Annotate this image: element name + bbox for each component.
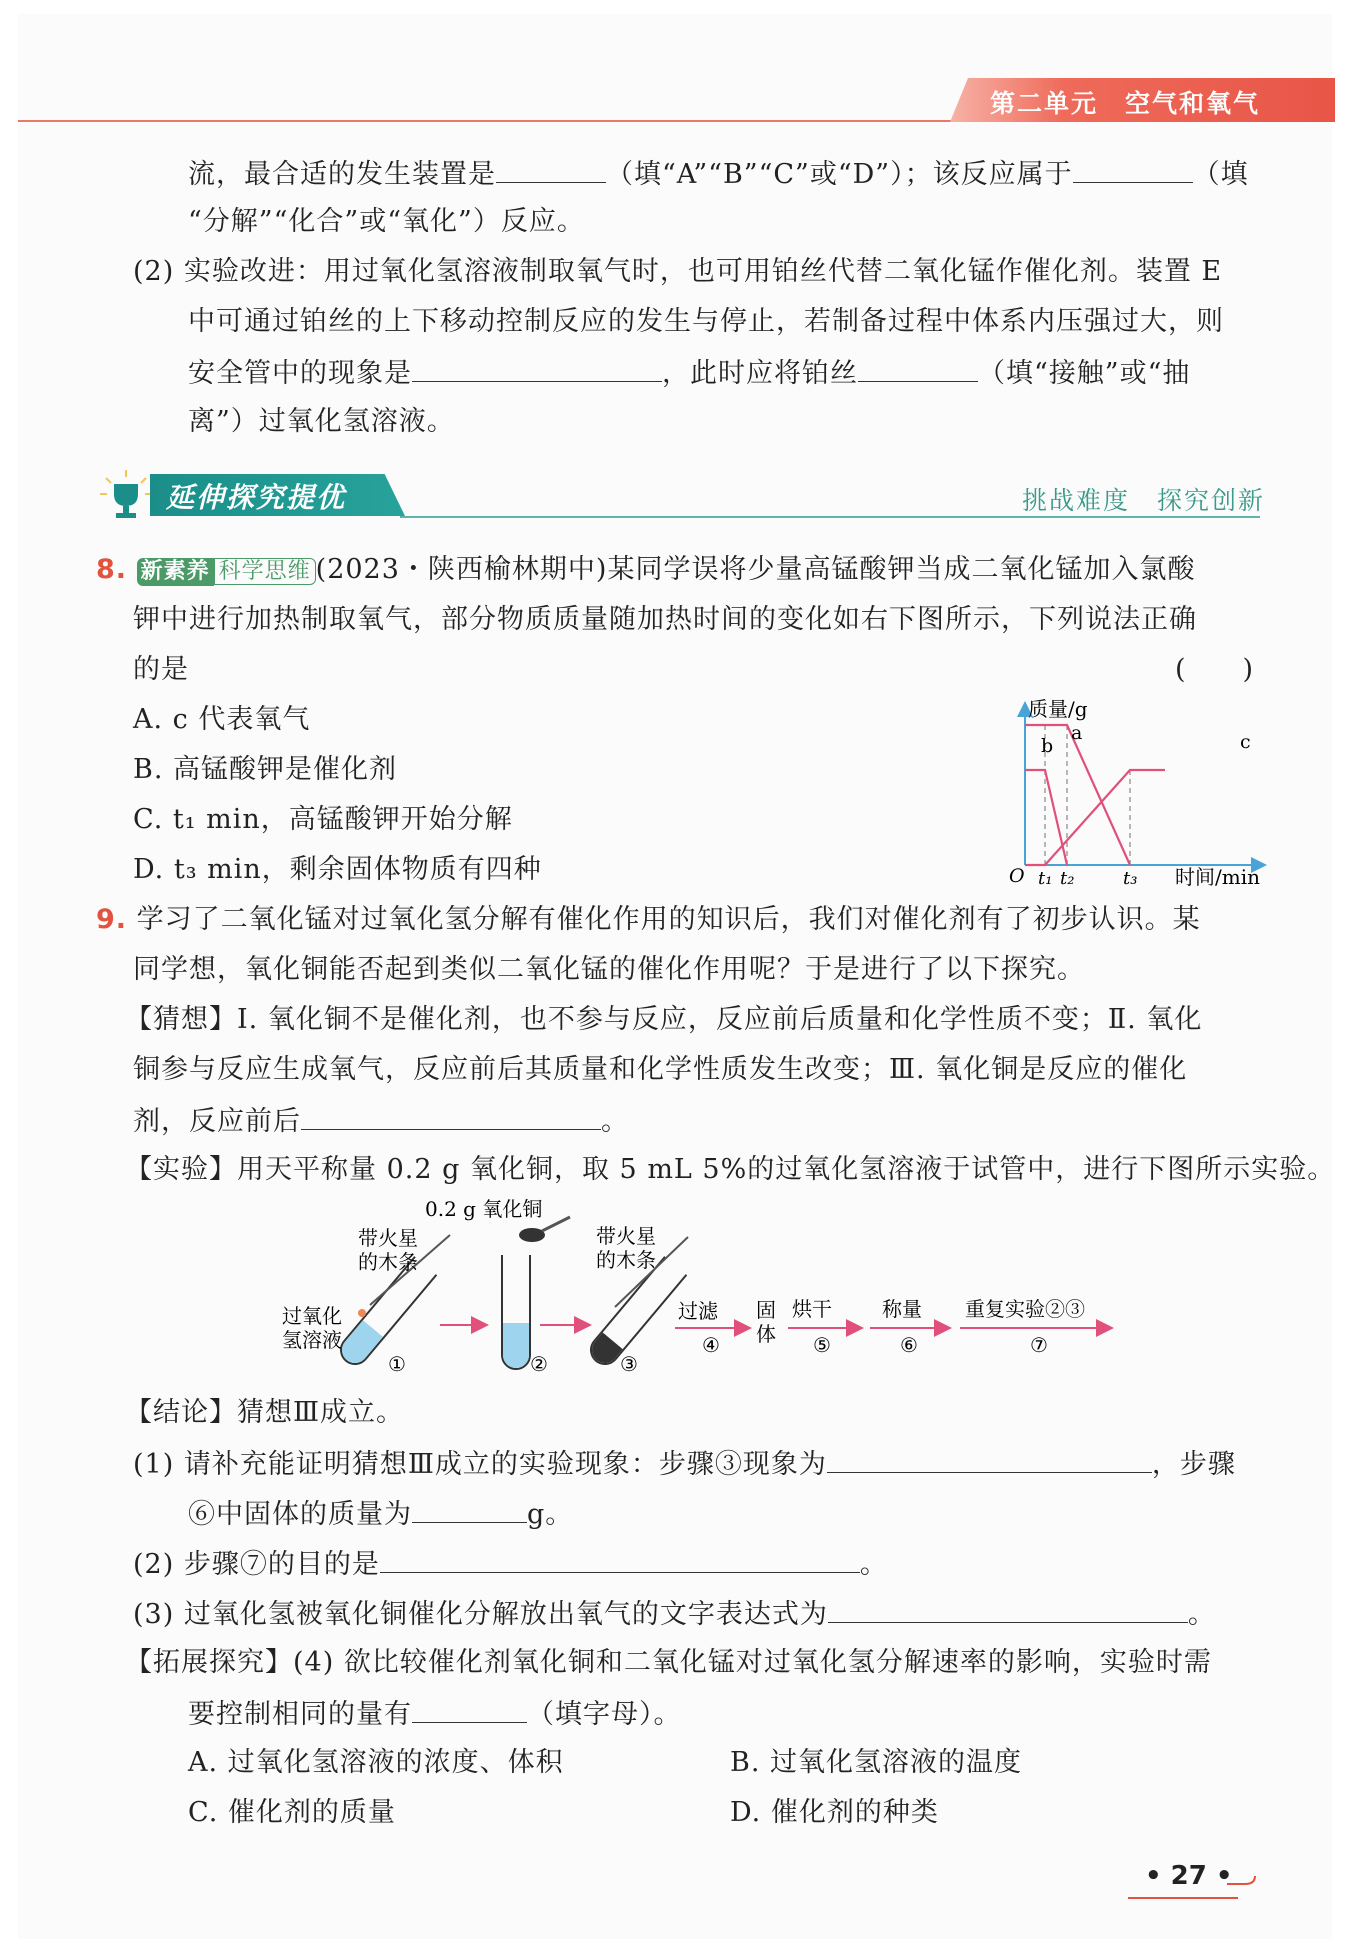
answer-blank[interactable] <box>412 1496 527 1523</box>
step-3: ③ <box>620 1352 638 1376</box>
series-label-c: c <box>1240 731 1251 753</box>
q7-line-4: 中可通过铂丝的上下移动控制反应的发生与停止，若制备过程中体系内压强过大，则 <box>188 306 1224 337</box>
answer-blank[interactable] <box>380 1546 860 1573</box>
solid-label-2: 体 <box>756 1322 776 1346</box>
test-tube-2 <box>502 1255 530 1369</box>
q7-text: 安全管中的现象是 <box>188 358 412 389</box>
x-tick-label: t₁ <box>1038 868 1053 889</box>
q9-text: ，步骤 <box>1151 1449 1236 1480</box>
q8-line-3: 的是 <box>133 654 189 685</box>
q8-line-1 <box>96 553 1195 587</box>
origin-label: O <box>1009 865 1025 887</box>
q9-text: 要控制相同的量有 <box>188 1699 412 1730</box>
step-4: ④ <box>702 1333 720 1357</box>
solid-label-1: 固 <box>756 1298 776 1322</box>
splint-label-2a: 带火星 <box>596 1224 656 1248</box>
q9-option-b[interactable]: B. 过氧化氢溶液的温度 <box>730 1747 1023 1778</box>
q7-line-1 <box>188 156 1249 192</box>
q9-option-c[interactable]: C. 催化剂的质量 <box>188 1797 396 1828</box>
q7-text: ，此时应将铂丝 <box>662 358 858 389</box>
x-axis-label: 时间/min <box>1175 865 1260 889</box>
q9-text: ⑥中固体的质量为 <box>188 1499 412 1530</box>
step-2: ② <box>530 1352 548 1376</box>
q7-line-5 <box>188 355 1190 391</box>
badge-science-thinking: 科学思维 <box>214 558 316 585</box>
q9-text: 。 <box>859 1549 888 1580</box>
weigh-label: 称量 <box>882 1297 922 1321</box>
repeat-label: 重复实验②③ <box>965 1297 1085 1321</box>
answer-blank[interactable] <box>412 355 662 382</box>
q9-guess-1: 【猜想】Ⅰ. 氧化铜不是催化剂，也不参与反应，反应前后质量和化学性质不变；Ⅱ. 氧化 <box>125 1004 1203 1035</box>
q7-text: 流，最合适的发生装置是 <box>188 159 496 190</box>
q8-line-2: 钾中进行加热制取氧气，部分物质质量随加热时间的变化如右下图所示，下列说法正确 <box>133 604 1197 635</box>
q9-conclusion: 【结论】猜想Ⅲ成立。 <box>125 1397 405 1428</box>
series-label-b: b <box>1041 735 1054 757</box>
x-tick-label: t₂ <box>1060 868 1075 889</box>
q9-option-d[interactable]: D. 催化剂的种类 <box>730 1797 939 1828</box>
q7-line-2: “分解”“化合”或“氧化”）反应。 <box>188 206 585 237</box>
page-number: • 27 • <box>1145 1861 1233 1891</box>
step-1: ① <box>388 1352 406 1376</box>
spark-icon <box>358 1309 366 1317</box>
cuo-label: 0.2 g 氧化铜 <box>425 1197 543 1221</box>
q9-text: (2) 步骤⑦的目的是 <box>133 1549 380 1580</box>
answer-blank[interactable] <box>412 1696 527 1723</box>
q9-sub-3 <box>133 1596 1216 1632</box>
q7-text: （填“A”“B”“C”或“D”）；该反应属于 <box>606 159 1073 190</box>
q7-text: （填“接触”或“抽 <box>978 358 1191 389</box>
q9-guess-2: 铜参与反应生成氧气，反应前后其质量和化学性质发生改变；Ⅲ. 氧化铜是反应的催化 <box>133 1054 1188 1085</box>
q9-sub-1b <box>188 1496 573 1532</box>
q8-option-c[interactable]: C. t₁ min，高锰酸钾开始分解 <box>133 804 513 835</box>
q8-text: (2023・陕西榆林期中)某同学误将少量高锰酸钾当成二氧化锰加入氯酸 <box>315 554 1196 585</box>
dry-label: 烘干 <box>792 1297 832 1321</box>
answer-paren[interactable]: ( ) <box>1175 654 1255 685</box>
answer-blank[interactable] <box>858 355 978 382</box>
answer-blank[interactable] <box>827 1446 1152 1473</box>
spoon-icon <box>519 1228 545 1242</box>
answer-blank[interactable] <box>1073 156 1193 183</box>
curl-icon <box>1225 1868 1259 1900</box>
q9-extension-1: 【拓展探究】(4) 欲比较催化剂氧化铜和二氧化锰对过氧化氢分解速率的影响，实验时需 <box>125 1647 1212 1678</box>
series-label-a: a <box>1071 722 1083 744</box>
q9-text: (1) 请补充能证明猜想Ⅲ成立的实验现象：步骤③现象为 <box>133 1449 827 1480</box>
q9-text: 。 <box>601 1106 629 1137</box>
answer-blank[interactable] <box>301 1103 601 1130</box>
badge-new-literacy: 新素养 <box>137 558 214 586</box>
h2o2-label-b: 氢溶液 <box>282 1328 342 1352</box>
step-7: ⑦ <box>1030 1333 1048 1357</box>
q9-extension-2 <box>188 1696 682 1732</box>
mass-time-chart <box>1005 695 1275 895</box>
splint-label-1a: 带火星 <box>358 1226 418 1250</box>
q9-sub-1 <box>133 1446 1236 1482</box>
q9-line-1 <box>96 903 1201 937</box>
series-line-b <box>1025 770 1067 865</box>
question-number: 8. <box>96 554 128 585</box>
splint-label-2b: 的木条 <box>596 1248 656 1272</box>
series-line-c <box>1025 770 1165 865</box>
q9-text: 。 <box>1187 1599 1216 1630</box>
header-title: 第二单元 空气和氧气 <box>990 89 1261 118</box>
q9-text: 剂，反应前后 <box>133 1106 301 1137</box>
q8-option-a[interactable]: A. c 代表氧气 <box>133 704 311 735</box>
answer-blank[interactable] <box>496 156 606 183</box>
q9-sub-2 <box>133 1546 888 1582</box>
step-6: ⑥ <box>900 1333 918 1357</box>
section-title: 延伸探究提优 <box>166 481 347 514</box>
q9-experiment: 【实验】用天平称量 0.2 g 氧化铜，取 5 mL 5%的过氧化氢溶液于试管中，进行下图所示实验。 <box>125 1154 1336 1185</box>
q7-text: （填 <box>1192 159 1249 190</box>
splint-label-1b: 的木条 <box>358 1250 418 1274</box>
section-subtitle: 挑战难度 探究创新 <box>1022 486 1266 515</box>
step-5: ⑤ <box>813 1333 831 1357</box>
x-tick-label: t₃ <box>1123 868 1138 889</box>
q7-line-3: (2) 实验改进：用过氧化氢溶液制取氧气时，也可用铂丝代替二氧化锰作催化剂。装置 E <box>133 256 1223 287</box>
q9-text: （填字母）。 <box>527 1699 682 1730</box>
y-axis-label: 质量/g <box>1028 697 1088 721</box>
h2o2-label-a: 过氧化 <box>282 1304 342 1328</box>
q9-guess-3 <box>133 1103 629 1139</box>
page-number-rule <box>1128 1897 1238 1899</box>
question-number: 9. <box>96 904 128 935</box>
q9-text: g。 <box>527 1499 574 1530</box>
q9-line-2: 同学想，氧化铜能否起到类似二氧化锰的催化作用呢？于是进行了以下探究。 <box>133 954 1085 985</box>
answer-blank[interactable] <box>828 1596 1188 1623</box>
q7-line-6: 离”）过氧化氢溶液。 <box>188 406 455 437</box>
q8-option-b[interactable]: B. 高锰酸钾是催化剂 <box>133 754 398 785</box>
q9-text: (3) 过氧化氢被氧化铜催化分解放出氧气的文字表达式为 <box>133 1599 828 1630</box>
q8-option-d[interactable]: D. t₃ min，剩余固体物质有四种 <box>133 854 542 885</box>
experiment-diagram <box>270 1195 1120 1385</box>
q9-text: 学习了二氧化锰对过氧化氢分解有催化作用的知识后，我们对催化剂有了初步认识。某 <box>136 904 1201 935</box>
trophy-icon <box>98 468 154 524</box>
filter-label: 过滤 <box>678 1299 718 1323</box>
q9-option-a[interactable]: A. 过氧化氢溶液的浓度、体积 <box>188 1747 564 1778</box>
